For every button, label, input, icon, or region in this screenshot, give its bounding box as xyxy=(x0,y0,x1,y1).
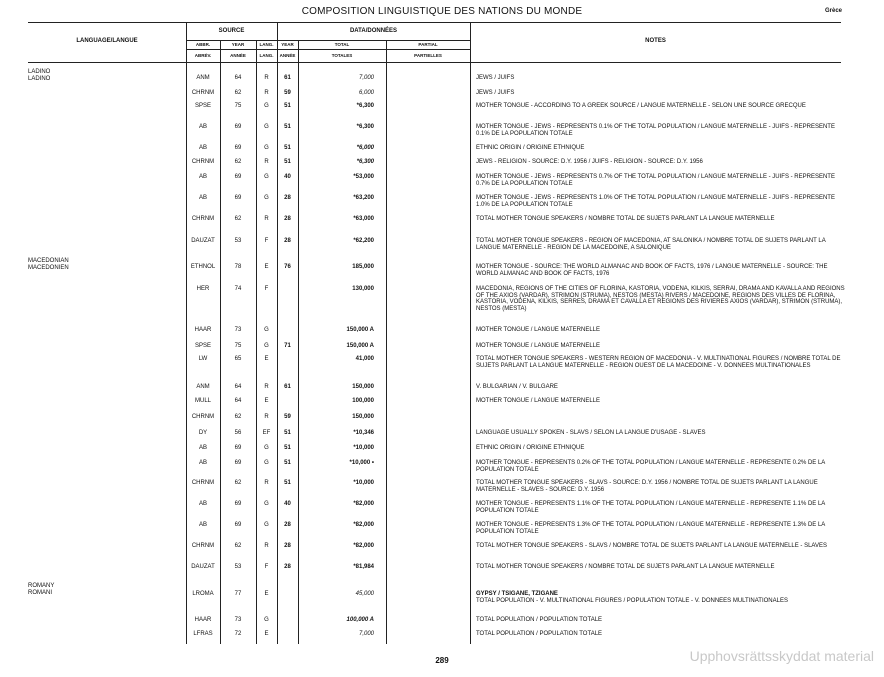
notes-cell xyxy=(476,159,846,166)
data-total: 150,000 A xyxy=(346,343,374,349)
data-total: 100,000 xyxy=(352,398,374,404)
data-total: *10,000 xyxy=(353,480,374,486)
notes-cell xyxy=(476,631,846,638)
notes-text: MOTHER TONGUE - SOURCE: THE WORLD ALMANAC AND BOOK OF FACTS, 1976 / LANGUE MATERNELLE - SOURCE: THE WORLD ALMANAC AND BOOK OF FACTS, 1976 xyxy=(476,264,828,277)
notes-text: MOTHER TONGUE / LANGUE MATERNELLE xyxy=(476,327,601,333)
col-divider-total xyxy=(298,40,299,644)
col-divider-notes xyxy=(470,22,471,644)
data-year: 51 xyxy=(284,145,291,151)
source-year: 64 xyxy=(234,398,242,404)
notes-cell xyxy=(476,174,846,187)
notes-cell xyxy=(476,195,846,208)
notes-cell xyxy=(476,216,846,223)
col-divider-lang xyxy=(256,40,257,644)
notes-cell xyxy=(476,398,846,405)
source-year: 69 xyxy=(234,445,242,451)
source-abbr: AB xyxy=(198,174,207,180)
source-year: 72 xyxy=(234,631,242,637)
source-abbr: AB xyxy=(198,501,207,507)
page-number: 289 xyxy=(435,656,449,665)
language-name-fr: ROMANI xyxy=(28,589,52,596)
source-abbr: CHRNM xyxy=(191,480,215,486)
source-abbr: DAUZAT xyxy=(191,564,215,570)
source-lang: R xyxy=(264,75,269,81)
data-total: *62,200 xyxy=(353,238,374,244)
source-abbr: CHRNM xyxy=(191,90,215,96)
data-total: 185,000 xyxy=(352,264,374,270)
header-mid-rule xyxy=(186,40,471,41)
source-abbr: AB xyxy=(198,460,207,466)
source-year: 64 xyxy=(234,75,242,81)
notes-cell xyxy=(476,238,846,251)
notes-cell xyxy=(476,90,846,97)
header-source: SOURCE xyxy=(218,28,245,34)
header-bottom-rule xyxy=(28,62,841,63)
notes-text: MOTHER TONGUE - JEWS - REPRESENTS 1.0% OF THE TOTAL POPULATION / LANGUE MATERNELLE - JUIFS - REPRESENTE 1.0% DE LA POPULATION TOTALE xyxy=(476,195,835,208)
notes-cell xyxy=(476,617,846,624)
notes-text: ETHNIC ORIGIN / ORIGINE ETHNIQUE xyxy=(476,145,585,151)
notes-text: TOTAL POPULATION / POPULATION TOTALE xyxy=(476,631,603,637)
notes-cell xyxy=(476,75,846,82)
source-lang: G xyxy=(264,327,269,333)
notes-text: TOTAL MOTHER TONGUE SPEAKERS - WESTERN REGION OF MACEDONIA - V. MULTINATIONAL FIGURES / NOMBRE TOTAL DE SUJETS PARLANT LA LANGUE MATERNELLE - REGION OUEST DE LA MACEDOINE - V. DONNEES MULTINATIONALES xyxy=(476,356,841,369)
data-year: 61 xyxy=(284,384,291,390)
source-lang: G xyxy=(264,145,269,151)
data-year: 51 xyxy=(284,430,291,436)
notes-cell xyxy=(476,103,846,110)
source-year: 69 xyxy=(234,174,242,180)
source-abbr: CHRNM xyxy=(191,216,215,222)
header-annee: ANNÉE xyxy=(230,53,246,58)
notes-text: TOTAL MOTHER TONGUE SPEAKERS / NOMBRE TOTAL DE SUJETS PARLANT LA LANGUE MATERNELLE xyxy=(476,564,775,570)
notes-cell xyxy=(476,564,846,571)
data-year: 51 xyxy=(284,480,291,486)
source-year: 69 xyxy=(234,501,242,507)
source-year: 69 xyxy=(234,522,242,528)
data-total: *82,000 xyxy=(353,522,374,528)
language-ladino xyxy=(28,69,50,82)
source-lang: G xyxy=(264,501,269,507)
source-year: 64 xyxy=(234,384,242,390)
language-name: ROMANY xyxy=(28,583,55,589)
data-total: *10,000 xyxy=(353,445,374,451)
source-lang: G xyxy=(264,103,269,109)
data-year: 51 xyxy=(284,124,291,130)
data-year: 28 xyxy=(284,543,291,549)
data-year: 51 xyxy=(284,445,291,451)
notes-cell xyxy=(476,264,846,277)
data-year: 76 xyxy=(284,264,291,270)
source-lang: R xyxy=(264,216,269,222)
data-year: 51 xyxy=(284,103,291,109)
source-abbr: HER xyxy=(196,286,210,292)
notes-cell xyxy=(476,501,846,514)
notes-text: TOTAL MOTHER TONGUE SPEAKERS - SLAVS - SOURCE: D.Y. 1956 / NOMBRE TOTAL DE SUJETS PARLANT LA LANGUE MATERNELLE - SLAVES - SOURCE: D.Y. 1956 xyxy=(476,480,818,493)
source-lang: E xyxy=(264,264,269,270)
source-lang: F xyxy=(264,238,269,244)
header-notes: NOTES xyxy=(645,38,666,44)
source-year: 62 xyxy=(234,543,242,549)
notes-text: MOTHER TONGUE - JEWS - REPRESENTS 0.7% OF THE TOTAL POPULATION / LANGUE MATERNELLE - JUIFS - REPRESENTE 0.7% DE LA POPULATION TOTALE xyxy=(476,174,835,187)
source-abbr: ETHNOL xyxy=(190,264,216,270)
source-lang: G xyxy=(264,522,269,528)
source-year: 62 xyxy=(234,90,242,96)
source-abbr: LW xyxy=(198,356,208,362)
source-lang: E xyxy=(264,398,269,404)
notes-cell xyxy=(476,460,846,473)
source-year: 78 xyxy=(234,264,242,270)
notes-cell xyxy=(476,327,846,334)
language-name-fr: MACEDONIEN xyxy=(28,264,69,271)
source-abbr: LFRAS xyxy=(193,631,213,637)
source-abbr: AB xyxy=(198,445,207,451)
notes-text: JEWS - RELIGION - SOURCE: D.Y. 1956 / JUIFS - RELIGION - SOURCE: D.Y. 1956 xyxy=(476,159,703,165)
source-lang: R xyxy=(264,480,269,486)
notes-text: TOTAL MOTHER TONGUE SPEAKERS - SLAVS / NOMBRE TOTAL DE SUJETS PARLANT LA LANGUE MATERNELLE - SLAVES xyxy=(476,543,827,549)
header-abrev: ABRÉV. xyxy=(194,53,212,58)
source-year: 69 xyxy=(234,195,242,201)
header-partielles: PARTIELLES xyxy=(414,53,442,58)
data-total: *63,000 xyxy=(353,216,374,222)
data-total: *6,300 xyxy=(356,159,374,165)
notes-text: MOTHER TONGUE / LANGUE MATERNELLE xyxy=(476,398,601,404)
notes-cell xyxy=(476,430,846,437)
data-year: 59 xyxy=(284,90,291,96)
notes-cell xyxy=(476,445,846,452)
data-total: *63,200 xyxy=(353,195,374,201)
source-lang: G xyxy=(264,445,269,451)
data-total: 6,000 xyxy=(358,90,374,96)
source-abbr: DY xyxy=(198,430,208,436)
data-year: 59 xyxy=(284,414,291,420)
source-abbr: ANM xyxy=(196,75,210,81)
notes-text: MOTHER TONGUE - REPRESENTS 1.1% OF THE TOTAL POPULATION / LANGUE MATERNELLE - REPRESENTE 1.1% DE LA POPULATION TOTALE xyxy=(476,501,825,514)
header-top-rule xyxy=(28,22,841,23)
data-year: 40 xyxy=(284,174,291,180)
notes-cell xyxy=(476,343,846,350)
source-year: 62 xyxy=(234,480,242,486)
header-data-year: YEAR xyxy=(281,42,294,47)
language-romany xyxy=(28,583,54,596)
header-total: TOTAL xyxy=(334,42,350,47)
data-year: 61 xyxy=(284,75,291,81)
col-divider-year xyxy=(220,40,221,644)
data-year: 71 xyxy=(284,343,291,349)
data-total: *10,346 xyxy=(353,430,374,436)
source-year: 62 xyxy=(234,414,242,420)
source-year: 74 xyxy=(234,286,242,292)
source-lang: F xyxy=(264,286,269,292)
source-abbr: DAUZAT xyxy=(191,238,215,244)
data-year: 28 xyxy=(284,195,291,201)
source-year: 62 xyxy=(234,159,242,165)
source-abbr: CHRNM xyxy=(191,414,215,420)
source-abbr: AB xyxy=(198,195,207,201)
header-language: LANGUAGE/LANGUE xyxy=(76,38,138,44)
data-total: *82,000 xyxy=(353,543,374,549)
source-year: 73 xyxy=(234,617,242,623)
notes-text: MOTHER TONGUE - REPRESENTS 1.3% OF THE TOTAL POPULATION / LANGUE MATERNELLE - REPRESENTE 1.3% DE LA POPULATION TOTALE xyxy=(476,522,825,535)
source-lang: G xyxy=(264,195,269,201)
data-total: 150,000 xyxy=(352,414,374,420)
header-abbr: ABBR. xyxy=(195,42,211,47)
source-lang: E xyxy=(264,631,269,637)
source-lang: R xyxy=(264,384,269,390)
notes-text: ETHNIC ORIGIN / ORIGINE ETHNIQUE xyxy=(476,445,585,451)
header-sub-rule xyxy=(186,49,471,50)
data-year: 28 xyxy=(284,238,291,244)
header-lang: LANG. xyxy=(259,42,274,47)
source-year: 77 xyxy=(234,591,242,597)
source-lang: G xyxy=(264,343,269,349)
header-data: DATA/DONNÉES xyxy=(349,28,398,34)
source-abbr: CHRNM xyxy=(191,159,215,165)
data-total: 7,000 xyxy=(358,631,374,637)
data-total: 150,000 A xyxy=(346,327,374,333)
source-year: 53 xyxy=(234,564,242,570)
data-total: 41,000 xyxy=(355,356,374,362)
source-lang: R xyxy=(264,90,269,96)
notes-cell xyxy=(476,522,846,535)
language-name-fr: LADINO xyxy=(28,75,51,82)
notes-cell xyxy=(476,145,846,152)
data-total: *81,984 xyxy=(353,564,374,570)
data-total: *53,000 xyxy=(353,174,374,180)
source-abbr: MULL xyxy=(194,398,211,404)
data-year: 51 xyxy=(284,159,291,165)
header-data-annee: ANNÉE xyxy=(279,53,296,58)
header-totales: TOTALES xyxy=(331,53,353,58)
source-lang: R xyxy=(264,159,269,165)
source-year: 53 xyxy=(234,238,242,244)
header-partial: PARTIAL xyxy=(418,42,438,47)
notes-cell xyxy=(476,286,846,312)
data-total: *6,000 xyxy=(356,145,374,151)
notes-cell xyxy=(476,384,846,391)
source-year: 69 xyxy=(234,124,242,130)
source-lang: G xyxy=(264,124,269,130)
watermark: Upphovsrättsskyddat material xyxy=(689,648,874,664)
source-year: 75 xyxy=(234,103,242,109)
source-year: 75 xyxy=(234,343,242,349)
data-total: 100,000 A xyxy=(346,617,374,623)
source-lang: EF xyxy=(262,430,271,436)
source-year: 69 xyxy=(234,460,242,466)
header-year: YEAR xyxy=(231,42,245,47)
data-total: 7,000 xyxy=(358,75,374,81)
header-lang-fr: LANG. xyxy=(259,53,274,58)
notes-cell xyxy=(476,543,846,550)
data-total: *82,000 xyxy=(353,501,374,507)
notes-text: MOTHER TONGUE - JEWS - REPRESENTS 0.1% OF THE TOTAL POPULATION / LANGUE MATERNELLE - JUIFS - REPRESENTE 0.1% DE LA POPULATION TOTALE xyxy=(476,124,835,137)
source-abbr: LROMA xyxy=(192,591,214,597)
data-total: *6,300 xyxy=(356,124,374,130)
notes-cell xyxy=(476,591,846,604)
source-abbr: ANM xyxy=(196,384,210,390)
language-name: MACEDONIAN xyxy=(28,258,69,264)
source-abbr: AB xyxy=(198,124,207,130)
notes-text: TOTAL MOTHER TONGUE SPEAKERS / NOMBRE TOTAL DE SUJETS PARLANT LA LANGUE MATERNELLE xyxy=(476,216,775,222)
notes-text: MOTHER TONGUE - REPRESENTS 0.2% OF THE TOTAL POPULATION / LANGUE MATERNELLE - REPRESENTE 0.2% DE LA POPULATION TOTALE xyxy=(476,460,825,473)
data-year: 28 xyxy=(284,216,291,222)
notes-text: MOTHER TONGUE / LANGUE MATERNELLE xyxy=(476,343,601,349)
data-year: 40 xyxy=(284,501,291,507)
data-total: *6,300 xyxy=(356,103,374,109)
source-abbr: AB xyxy=(198,522,207,528)
source-abbr: SPSE xyxy=(194,343,211,349)
source-year: 69 xyxy=(234,145,242,151)
notes-heading: GYPSY / TSIGANE, TZIGANE xyxy=(476,591,558,597)
source-lang: R xyxy=(264,543,269,549)
notes-text: TOTAL POPULATION - V. MULTINATIONAL FIGURES / POPULATION TOTALE - V. DONNEES MULTINATIONALES xyxy=(476,597,788,604)
notes-text: TOTAL POPULATION / POPULATION TOTALE xyxy=(476,617,603,623)
source-lang: F xyxy=(264,564,269,570)
data-year: 28 xyxy=(284,522,291,528)
language-name: LADINO xyxy=(28,69,51,75)
col-divider-data xyxy=(277,22,278,644)
data-total: 130,000 xyxy=(352,286,374,292)
source-lang: R xyxy=(264,414,269,420)
source-abbr: HAAR xyxy=(194,617,212,623)
notes-text: TOTAL MOTHER TONGUE SPEAKERS - REGION OF MACEDONIA, AT SALONIKA / NOMBRE TOTAL DE SUJETS PARLANT LA LANGUE MATERNELLE - REGION DE LA MACEDOINE, A SALONIQUE xyxy=(476,238,826,251)
data-year: 28 xyxy=(284,564,291,570)
source-abbr: CHRNM xyxy=(191,543,215,549)
data-total: *10,000 • xyxy=(349,460,374,466)
source-abbr: SPSE xyxy=(194,103,211,109)
data-total: 150,000 xyxy=(352,384,374,390)
source-lang: G xyxy=(264,460,269,466)
page-title: COMPOSITION LINGUISTIQUE DES NATIONS DU MONDE xyxy=(301,6,583,17)
notes-text: MACEDONIA, REGIONS OF THE CITIES OF FLORINA, KASTORIA, VODENA, KILKIS, SERRAI, DRAMA AND KAVALLA AND REGIONS OF THE AXIOS (VARDAR), STRIMON (STRUMA), NESTOS (MESTA) RIVERS / MACEDOINE, REGIONS DES VILLES DE FLORINA, KASTORIA, VODENA, KILKIS, SERRES, DRAMA ET CAVALLA ET REGIONS DES RIVIERES AXIOS (VARDAR), STRIMON (STRUMA), NESTOS (MESTA) xyxy=(476,286,845,312)
source-abbr: HAAR xyxy=(194,327,212,333)
notes-cell xyxy=(476,356,846,369)
notes-text: MOTHER TONGUE - ACCORDING TO A GREEK SOURCE / LANGUE MATERNELLE - SELON UNE SOURCE GRECQUE xyxy=(476,103,806,109)
region-label: Grèce xyxy=(824,8,842,14)
source-year: 65 xyxy=(234,356,242,362)
data-year: 51 xyxy=(284,460,291,466)
source-lang: G xyxy=(264,174,269,180)
source-lang: E xyxy=(264,356,269,362)
notes-text: JEWS / JUIFS xyxy=(476,75,515,81)
source-lang: G xyxy=(264,617,269,623)
notes-text: V. BULGARIAN / V. BULGARE xyxy=(476,384,558,390)
source-year: 62 xyxy=(234,216,242,222)
notes-cell xyxy=(476,480,846,493)
notes-text: LANGUAGE USUALLY SPOKEN - SLAVS / SELON LA LANGUE D'USAGE - SLAVES xyxy=(476,430,706,436)
source-year: 73 xyxy=(234,327,242,333)
col-divider-partial xyxy=(386,40,387,644)
data-total: 45,000 xyxy=(355,591,374,597)
source-year: 56 xyxy=(234,430,242,436)
col-divider-source xyxy=(186,22,187,644)
source-lang: E xyxy=(264,591,269,597)
notes-cell xyxy=(476,124,846,137)
source-abbr: AB xyxy=(198,145,207,151)
language-macedonian xyxy=(28,258,69,271)
notes-text: JEWS / JUIFS xyxy=(476,90,515,96)
